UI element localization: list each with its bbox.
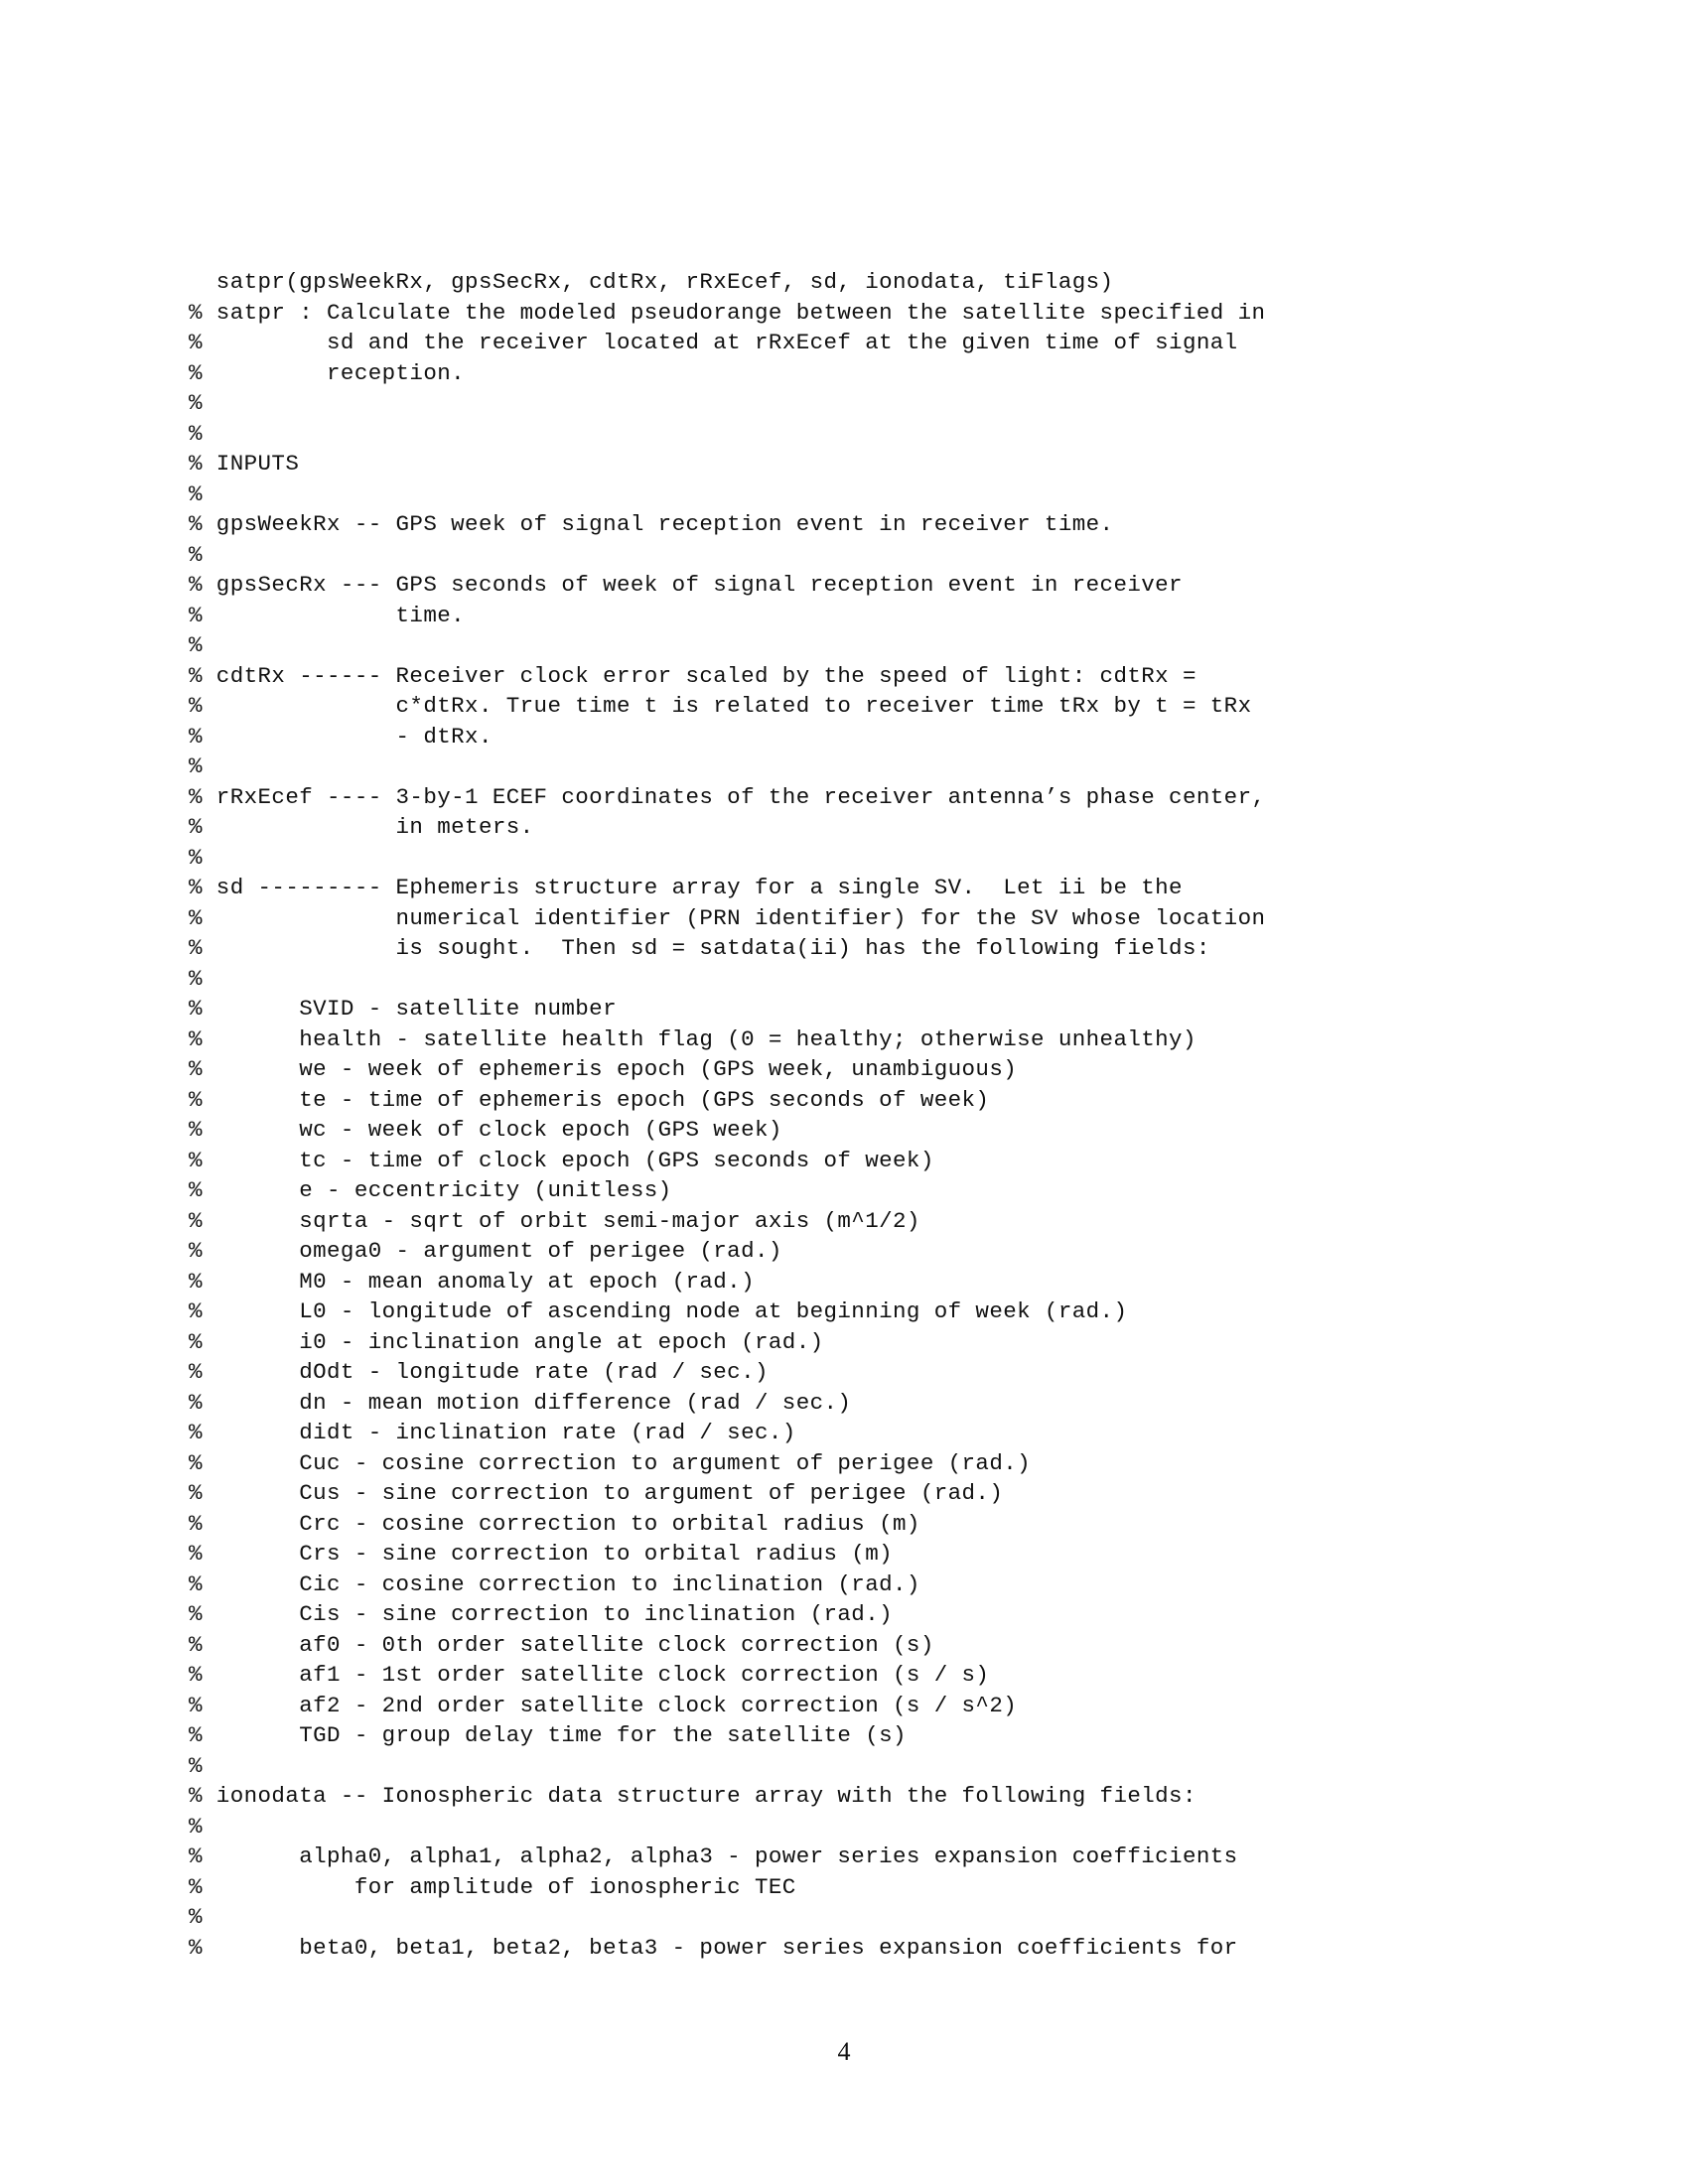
code-line: % Crs - sine correction to orbital radius (m) <box>189 1541 894 1567</box>
code-line: % af1 - 1st order satellite clock correction (s / s) <box>189 1662 990 1688</box>
code-line: % af0 - 0th order satellite clock correction (s) <box>189 1631 934 1658</box>
code-line: % <box>189 1752 203 1779</box>
code-line: % L0 - longitude of ascending node at beginning of week (rad.) <box>189 1298 1128 1324</box>
code-line: % <box>189 1813 203 1840</box>
code-line: % e - eccentricity (unitless) <box>189 1177 672 1203</box>
code-line: satpr(gpsWeekRx, gpsSecRx, cdtRx, rRxEcef, sd, ionodata, tiFlags) <box>189 269 1114 295</box>
code-line: % c*dtRx. True time t is related to receiver time tRx by t = tRx <box>189 693 1252 719</box>
code-line: % wc - week of clock epoch (GPS week) <box>189 1117 782 1143</box>
code-line: % M0 - mean anomaly at epoch (rad.) <box>189 1268 755 1295</box>
code-line: % satpr : Calculate the modeled pseudorange between the satellite specified in <box>189 299 1266 326</box>
code-line: % sd and the receiver located at rRxEcef at the given time of signal <box>189 330 1238 355</box>
code-line: % <box>189 541 203 568</box>
code-line: % Cuc - cosine correction to argument of perigee (rad.) <box>189 1449 1032 1476</box>
code-line: % te - time of ephemeris epoch (GPS seconds of week) <box>189 1086 990 1113</box>
code-line: % dn - mean motion difference (rad / sec.) <box>189 1389 852 1416</box>
code-line: % beta0, beta1, beta2, beta3 - power series expansion coefficients for <box>189 1934 1238 1961</box>
code-line: % <box>189 390 203 416</box>
code-line: % Cis - sine correction to inclination (rad.) <box>189 1601 894 1627</box>
code-line: % INPUTS <box>189 451 300 477</box>
code-line: % Crc - cosine correction to orbital radius (m) <box>189 1510 920 1537</box>
code-line: % - dtRx. <box>189 723 492 750</box>
code-line: % SVID - satellite number <box>189 996 617 1022</box>
code-line: % <box>189 753 203 779</box>
code-line: % ionodata -- Ionospheric data structure array with the following fields: <box>189 1783 1196 1809</box>
code-line: % time. <box>189 602 466 628</box>
code-line: % i0 - inclination angle at epoch (rad.) <box>189 1328 824 1355</box>
code-line: % is sought. Then sd = satdata(ii) has the following fields: <box>189 935 1210 961</box>
code-line: % didt - inclination rate (rad / sec.) <box>189 1420 796 1445</box>
code-line: % gpsSecRx --- GPS seconds of week of signal reception event in receiver <box>189 572 1183 598</box>
code-line: % health - satellite health flag (0 = healthy; otherwise unhealthy) <box>189 1025 1196 1052</box>
page-number: 4 <box>837 2037 851 2066</box>
code-line: % <box>189 420 203 447</box>
code-line: % omega0 - argument of perigee (rad.) <box>189 1238 782 1264</box>
code-line: % <box>189 632 203 658</box>
code-line: % Cic - cosine correction to inclination (rad.) <box>189 1570 920 1597</box>
code-line: % cdtRx ------ Receiver clock error scaled by the speed of light: cdtRx = <box>189 662 1196 689</box>
code-line: % sqrta - sqrt of orbit semi-major axis (m^1/2) <box>189 1207 920 1234</box>
code-line: % gpsWeekRx -- GPS week of signal reception event in receiver time. <box>189 511 1114 537</box>
code-line: % reception. <box>189 359 466 386</box>
code-line: % Cus - sine correction to argument of perigee (rad.) <box>189 1480 1004 1506</box>
code-line: % sd --------- Ephemeris structure array for a single SV. Let ii be the <box>189 875 1183 900</box>
code-line: % <box>189 844 203 871</box>
code-line: % tc - time of clock epoch (GPS seconds of week) <box>189 1147 934 1173</box>
code-listing <box>189 267 1499 1963</box>
code-line: % af2 - 2nd order satellite clock correction (s / s^2) <box>189 1692 1018 1718</box>
code-line: % <box>189 965 203 992</box>
code-line: % we - week of ephemeris epoch (GPS week, unambiguous) <box>189 1056 1018 1082</box>
code-line: % numerical identifier (PRN identifier) for the SV whose location <box>189 904 1266 931</box>
code-line: % for amplitude of ionospheric TEC <box>189 1873 796 1900</box>
code-line: % alpha0, alpha1, alpha2, alpha3 - power series expansion coefficients <box>189 1843 1238 1869</box>
code-line: % dOdt - longitude rate (rad / sec.) <box>189 1359 769 1385</box>
code-line: % rRxEcef ---- 3-by-1 ECEF coordinates of the receiver antenna’s phase center, <box>189 783 1266 810</box>
code-line: % <box>189 480 203 507</box>
code-line: % <box>189 1904 203 1930</box>
code-line: % in meters. <box>189 814 534 840</box>
code-line: % TGD - group delay time for the satellite (s) <box>189 1722 907 1748</box>
